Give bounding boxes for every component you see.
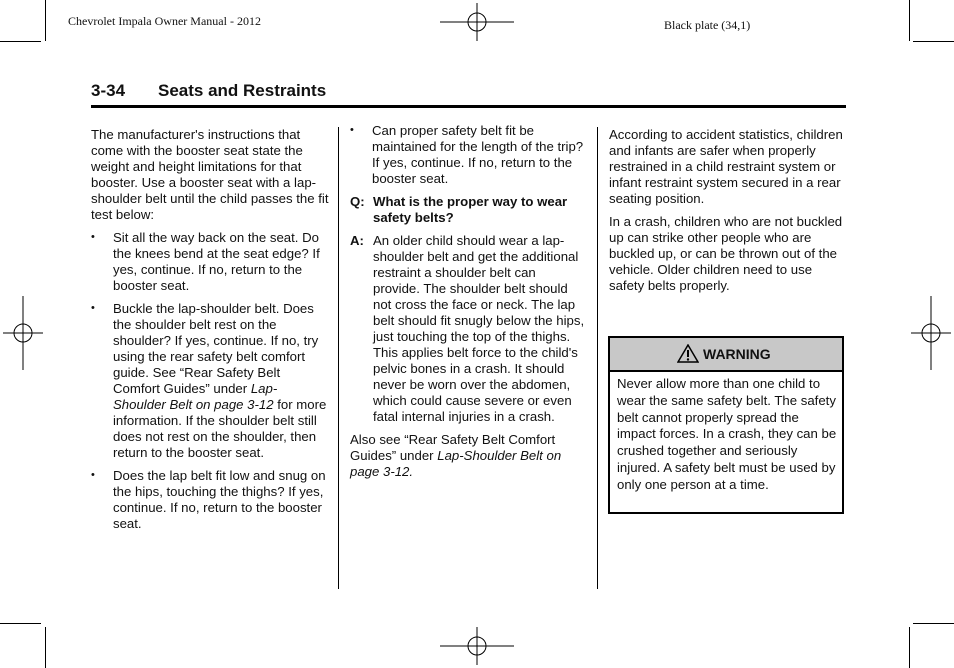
list-item	[350, 123, 586, 187]
column-2	[350, 123, 586, 487]
bullet-icon: •	[91, 302, 95, 314]
warning-title: WARNING	[703, 346, 771, 362]
bullet-icon: •	[91, 231, 95, 243]
also-see-paragraph	[350, 432, 586, 480]
warning-header	[610, 338, 842, 372]
question	[350, 194, 586, 226]
page-number: 3-34	[91, 81, 126, 100]
crop-mark	[45, 0, 46, 41]
crop-mark	[909, 0, 910, 41]
question-label: Q:	[350, 194, 365, 209]
list-item-text: Sit all the way back on the seat. Do the knees bend at the seat edge? If yes, continue. If no, return to the booster seat.	[113, 230, 320, 293]
list-item	[91, 468, 329, 532]
warning-text: Never allow more than one child to wear the same safety belt. The safety belt cannot properly spread the impact forces. In a crash, they can be crushed together and seriously injured. A safety belt must be used by only one person at a time.	[617, 376, 837, 492]
list-item	[91, 301, 329, 461]
registration-mark-icon	[3, 296, 43, 370]
crop-mark	[913, 41, 954, 42]
list-item-text: for more information. If the shoulder belt still does not rest on the shoulder, then return to the booster seat.	[113, 397, 327, 460]
crash-paragraph: In a crash, children who are not buckled up can strike other people who are buckled up, or can be thrown out of the vehicle. Older children need to use safety belts properly.	[609, 214, 843, 293]
statistics-paragraph: According to accident statistics, children and infants are safer when properly restrained in a child restraint system or infant restraint system secured in a rear seating position.	[609, 127, 843, 206]
crop-mark	[0, 41, 41, 42]
column-divider	[338, 127, 339, 589]
list-item-text: Does the lap belt fit low and snug on the hips, touching the thighs? If yes, continue. If no, return to the booster seat.	[113, 468, 326, 531]
column-1	[91, 127, 329, 539]
crop-mark	[909, 627, 910, 668]
warning-triangle-icon	[677, 344, 699, 363]
registration-mark-icon	[440, 3, 514, 41]
answer-label: A:	[350, 233, 364, 248]
crop-mark	[913, 623, 954, 624]
list-item-text: Can proper safety belt fit be maintained for the length of the trip? If yes, continue. If no, return to the booster seat.	[372, 123, 584, 186]
list-item	[91, 230, 329, 294]
warning-box	[608, 336, 844, 514]
cross-reference-link[interactable]: Lap-Shoulder Belt on page 3-12.	[350, 448, 562, 479]
column-divider	[597, 127, 598, 589]
answer	[350, 233, 586, 425]
bullet-icon: •	[91, 469, 95, 481]
question-text: What is the proper way to wear safety belts?	[373, 194, 568, 225]
crop-mark	[45, 627, 46, 668]
list-item-text: Buckle the lap-shoulder belt. Does the shoulder belt rest on the shoulder? If yes, continue. If no, try using the rear safety belt comfort guide. See “Rear Safety Belt Comfort Guides” under	[113, 301, 319, 396]
manual-title: Chevrolet Impala Owner Manual - 2012	[68, 14, 261, 28]
registration-mark-icon	[440, 627, 514, 665]
registration-mark-icon	[911, 296, 951, 370]
also-see-text: Also see “Rear Safety Belt Comfort Guides” under	[350, 432, 556, 463]
answer-text: An older child should wear a lap-shoulder belt and get the additional restraint a shoulder belt can provide. The shoulder belt should not cross the face or neck. The lap belt should fit snugly below the hips, just touching the top of the thighs. This applies belt force to the child's pelvic bones in a crash. It should never be worn over the abdomen, which could cause severe or even fatal internal injuries in a crash.	[373, 233, 585, 424]
bullet-icon: •	[350, 124, 354, 136]
column-3	[609, 127, 845, 301]
intro-paragraph: The manufacturer's instructions that come with the booster seat state the weight and height limitations for that booster. Use a booster seat with a lap-shoulder belt until the child passes the fit test below:	[91, 127, 329, 222]
crop-mark	[0, 623, 41, 624]
section-header	[91, 81, 846, 108]
cross-reference-link[interactable]: Lap-Shoulder Belt on page 3-12	[113, 381, 278, 412]
page-title: Seats and Restraints	[158, 81, 327, 100]
plate-label: Black plate (34,1)	[664, 18, 751, 32]
